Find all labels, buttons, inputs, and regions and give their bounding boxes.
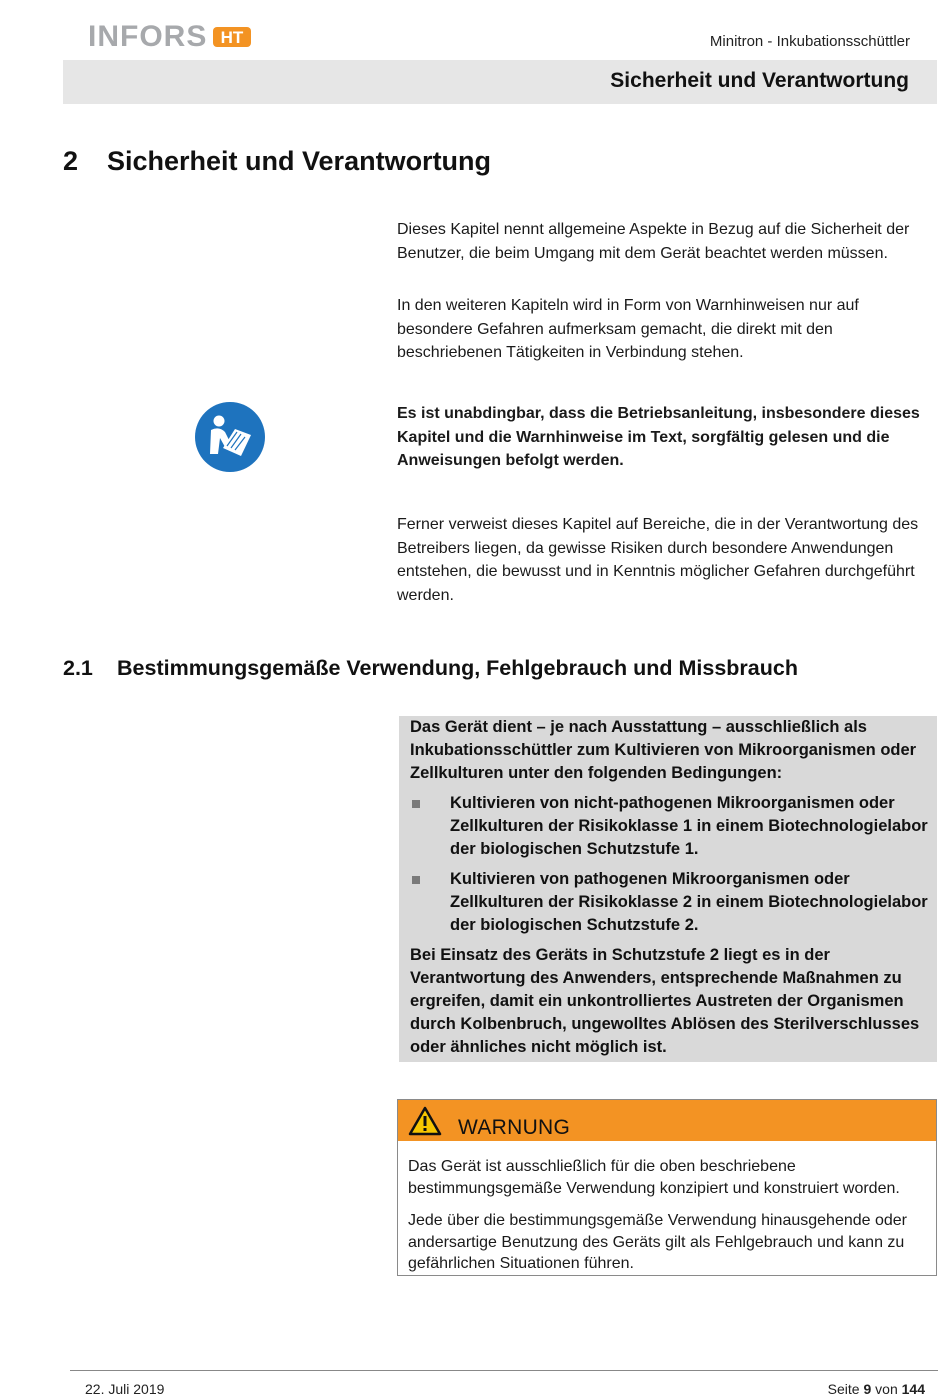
warning-triangle-icon [408,1106,442,1136]
intro-paragraph-3: Ferner verweist dieses Kapitel auf Bereiche, die in der Verantwortung des Betreibers liegen, da gewisse Risiken durch besondere Anwendungen entstehen, die bewusst und in Kenntnis möglicher Gefahren durchgeführt werden. [397,516,919,604]
warning-box [397,1099,937,1276]
intro-paragraph-2: In den weiteren Kapiteln wird in Form von Warnhinweisen nur auf besondere Gefahren aufmerksam gemacht, die direkt mit den beschriebenen Tätigkeiten in Verbindung stehen. [397,297,859,361]
warning-header [398,1100,936,1141]
warning-title: WARNUNG [458,1116,571,1139]
section-number: 2.1 [63,656,93,680]
bullet-square-icon [412,876,420,884]
svg-text:HT: HT [221,28,244,47]
infors-logo [88,20,253,54]
section-heading [63,656,798,681]
page-prefix: Seite [827,1381,860,1397]
header-band [63,60,937,104]
warning-body [398,1141,936,1275]
warning-text-1: Das Gerät ist ausschließlich für die oben beschriebene bestimmungsgemäße Verwendung konzipiert und konstruiert worden. [408,1158,900,1197]
intended-use-intro: Das Gerät dient – je nach Ausstattung – ausschließlich als Inkubationsschüttler zum Kultivieren von Mikroorganismen oder Zellkulturen unter den folgenden Bedingungen: [410,718,917,782]
chapter-title: Sicherheit und Verantwortung [107,146,492,176]
bullet-square-icon [412,800,420,808]
intended-use-closing: Bei Einsatz des Geräts in Schutzstufe 2 liegt es in der Verantwortung des Anwenders, entsprechende Maßnahmen zu ergreifen, damit ein unkontrolliertes Austreten der Organismen durch Kolbenbruch, ungewolltes Ablösen des Sterilverschlusses oder ähnliches nicht möglich ist. [410,946,920,1056]
warning-text-2: Jede über die bestimmungsgemäße Verwendung hinausgehende oder andersartige Benutzung des Geräts gilt als Fehlgebrauch und kann zu gefährlichen Situationen führen. [408,1212,908,1272]
intended-use-box [399,716,937,1062]
page-current: 9 [863,1381,872,1397]
header-section-title: Sicherheit und Verantwortung [610,69,909,92]
manual-note: Es ist unabdingbar, dass die Betriebsanleitung, insbesondere dieses Kapitel und die Warnhinweise im Text, sorgfältig gelesen und die Anweisungen befolgt werden. [397,405,920,469]
intro-paragraph-1: Dieses Kapitel nennt allgemeine Aspekte in Bezug auf die Sicherheit der Benutzer, die beim Umgang mit dem Gerät beachtet werden müssen. [397,221,910,262]
chapter-number: 2 [63,146,79,176]
bullet-text: Kultivieren von nicht-pathogenen Mikroorganismen oder Zellkulturen der Risikoklasse 1 in einem Biotechnologielabor der biologischen Schutzstufe 1. [450,794,928,858]
bullet-text: Kultivieren von pathogenen Mikroorganismen oder Zellkulturen der Risikoklasse 2 in einem Biotechnologielabor der biologischen Schutzstufe 2. [450,870,928,934]
footer-divider [70,1370,938,1371]
footer-date: 22. Juli 2019 [85,1381,165,1397]
chapter-heading [63,146,491,177]
logo-ht-mark [213,24,253,50]
footer-page-number [828,1381,925,1397]
list-item [410,868,929,937]
page-total: 144 [901,1381,925,1397]
list-item [410,792,929,861]
document-title: Minitron - Inkubationsschüttler [709,33,910,50]
read-manual-icon [195,402,265,472]
logo-text: INFORS [88,20,208,53]
page-of: von [875,1381,898,1397]
section-title: Bestimmungsgemäße Verwendung, Fehlgebrauch und Missbrauch [117,656,798,680]
